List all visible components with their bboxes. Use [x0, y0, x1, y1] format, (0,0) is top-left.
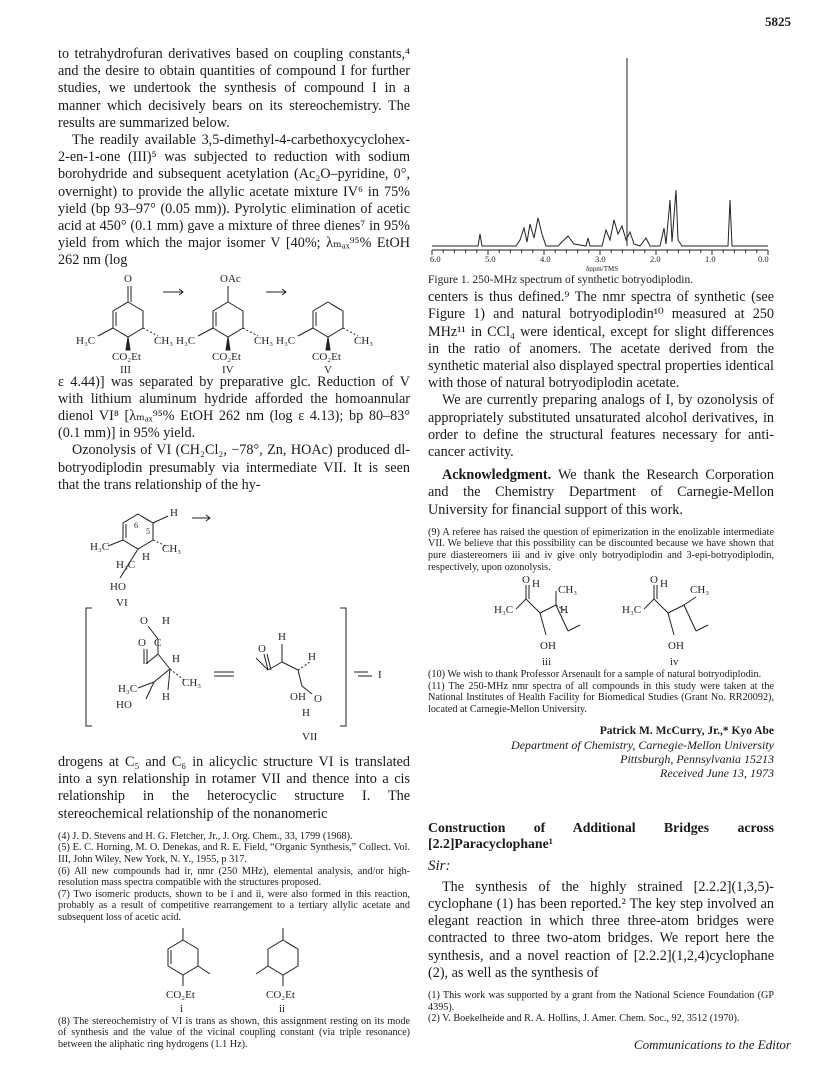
- axis-tick-label: 1.0: [705, 254, 716, 264]
- label-HO: HO: [116, 699, 132, 712]
- journal-section-footer: Communications to the Editor: [633, 1037, 791, 1052]
- label-H: H: [142, 551, 150, 564]
- axis-tick-label: 2.0: [650, 254, 661, 264]
- compound-label-i: i: [180, 1002, 184, 1015]
- paragraph: We are currently preparing analogs of I, by ozonolysis of appropriately substituted unsaturated alcohol derivatives, in order to define the structural features necessary for anti-cancer activity.: [428, 392, 774, 461]
- axis-tick-label: 3.0: [595, 254, 606, 264]
- scheme-iii-iv-v: [58, 270, 410, 374]
- right-column: [428, 50, 774, 1025]
- paragraph: drogens at C₅ and C₆ in alicyclic structure VI is translated into a syn relationship in rotamer VII and thence into a cis relationship in the heterocyclic structure I. The stereochemical relationship of the nonanomeric: [58, 754, 410, 822]
- label-H3C: H₃C: [276, 334, 296, 347]
- structures-i-ii: [58, 924, 410, 1016]
- label-OH: OH: [290, 691, 306, 704]
- axis-tick-label: 6.0: [430, 254, 441, 264]
- footnote: (4) J. D. Stevens and H. G. Fletcher, Jr., J. Org. Chem., 33, 1799 (1968).: [58, 830, 353, 842]
- label-H3C: H₃C: [494, 604, 514, 617]
- label-H3C: H₃C: [118, 683, 138, 696]
- label-CH3: CH₃: [182, 677, 202, 690]
- label-H: H: [162, 615, 170, 628]
- footnote: (10) We wish to thank Professor Arsenault for a sample of natural botryodiplodin.: [428, 669, 762, 681]
- compound-label-IV: IV: [222, 363, 234, 374]
- label-H: H: [560, 604, 568, 617]
- label-CH3: CH₃: [154, 334, 174, 347]
- acknowledgment-heading: Acknowledgment.: [442, 467, 552, 484]
- label-O: O: [314, 693, 322, 706]
- label-O: O: [140, 615, 148, 628]
- label-CO2Et: CO₂Et: [266, 988, 295, 1001]
- author-signature: [428, 724, 774, 780]
- label-CH3: CH₃: [354, 334, 374, 347]
- label-H: H: [302, 707, 310, 720]
- axis-tick-label: 5.0: [485, 254, 496, 264]
- label-O: O: [650, 574, 658, 587]
- footnotes: [58, 831, 410, 924]
- label-H3C: H₃C: [116, 559, 136, 572]
- left-column: [58, 46, 410, 1050]
- department: Department of Chemistry, Carnegie-Mellon University: [511, 737, 774, 752]
- acknowledgment-text: We thank the Research Corporation and the Chemistry Department of Carnegie-Mellon University for financial support of this work.: [428, 467, 774, 518]
- label-H: H: [278, 631, 286, 644]
- label-CH3: CH₃: [690, 584, 710, 597]
- label-CH3: CH₃: [558, 584, 578, 597]
- figure-caption: Figure 1. 250-MHz spectrum of synthetic botryodiplodin.: [428, 274, 694, 286]
- label-HO: HO: [110, 581, 126, 594]
- footnote: (1) This work was supported by a grant from the National Science Foundation (GP 4395).: [428, 990, 774, 1013]
- label-H: H: [308, 651, 316, 664]
- axis-tick-label: 4.0: [540, 254, 551, 264]
- footnote: (8) The stereochemistry of VI is trans as shown, this assignment resting on its mode of synthesis and the value of the vicinal coupling constant (via triple resonance) between the aliphatic ring hydrogens (1.1 Hz).: [58, 1015, 410, 1050]
- footnote: (5) E. C. Horning, M. O. Denekas, and R. E. Field, “Organic Synthesis,” Collect. Vol. III, John Wiley, New York, N. Y., 1955, p 317.: [58, 842, 410, 866]
- acknowledgment: [428, 467, 774, 519]
- label-H3C: H₃C: [90, 541, 110, 554]
- axis-tick-label: 0.0: [758, 254, 769, 264]
- label-H: H: [660, 578, 668, 591]
- structures-iii-iv: [428, 573, 774, 669]
- label-O: O: [522, 574, 530, 587]
- footnote: (6) All new compounds had ir, nmr (250 MHz), elemental analysis, and/or high-resolution mass spectra compatible with the structures proposed.: [58, 865, 410, 889]
- paragraph: to tetrahydrofuran derivatives based on coupling constants,⁴ and the desire to obtain quantities of compound I for further studies, we undertook the synthesis of compound I in a manner which decisively bears on its stereochemistry. The results are summarized below.: [58, 46, 410, 131]
- compound-label-I: I: [378, 669, 382, 682]
- compound-label-VII: VII: [302, 731, 318, 744]
- label-OAc: OAc: [220, 272, 241, 285]
- label-OH: OH: [540, 640, 556, 653]
- label-O: O: [138, 637, 146, 650]
- paragraph: centers is thus defined.⁹ The nmr spectra of synthetic (see Figure 1) and natural botryodiplodin¹⁰ measured at 250 MHz¹¹ in CCl₄ were identical, except for slight differences in the ratio of anomers. The acetate derived from the synthetic material also displayed spectral properties identical with those of natural botryodiplodin acetate.: [428, 289, 774, 392]
- paragraph: The readily available 3,5-dimethyl-4-carbethoxycyclohex-2-en-1-one (III)⁵ was subjected to reduction with sodium borohydride and subsequent acetylation (Ac₂O–pyridine, 0°, overnight) to provide the allylic acetate mixture IV⁶ in 75% yield (bp 93–97° (0.05 mm)). Pyrolytic elimination of acetic acid at 450° (0.1 mm) gave a mixture of three dienes⁷ in 95% yield from which the major isomer V [40%; λₘₐₓ⁹⁵% EtOH 262 nm (log: [58, 132, 410, 269]
- received-date: Received June 13, 1973: [660, 765, 774, 780]
- scheme-vi-vii: [58, 494, 410, 754]
- compound-label-iv: iv: [670, 656, 679, 669]
- label-CO2Et: CO₂Et: [212, 350, 241, 363]
- footnote: (11) The 250-MHz nmr spectra of all compounds in this study were taken at the National Institutes of Health Facility for Biomedical Studies (Grant No. RR20092), located at Carnegie-Mellon University.: [428, 680, 774, 715]
- paragraph: Ozonolysis of VI (CH₂Cl₂, −78°, Zn, HOAc) produced dl-botryodiplodin presumably via intermediate VII. It is seen that the trans relationship of the hy-: [58, 442, 410, 493]
- label-n5: 5: [146, 527, 150, 537]
- footnote: (2) V. Boekelheide and R. A. Hollins, J. Amer. Chem. Soc., 92, 3512 (1970).: [428, 1013, 740, 1025]
- compound-label-iii: iii: [542, 656, 552, 669]
- compound-label-III: III: [120, 363, 131, 374]
- paragraph: ε 4.44)] was separated by preparative glc. Reduction of V with lithium aluminum hydride afforded the homoannular dienol VI⁸ [λₘₐₓ⁹⁵% EtOH 262 nm (log ε 4.13); bp 80–83° (0.1 mm)] in 95% yield.: [58, 373, 410, 442]
- label-O: O: [124, 272, 132, 285]
- compound-label-ii: ii: [279, 1002, 286, 1015]
- label-H: H: [532, 578, 540, 591]
- label-CH3: CH₃: [254, 334, 274, 347]
- label-OH: OH: [668, 640, 684, 653]
- label-O: O: [258, 643, 266, 656]
- label-H3C: H₃C: [176, 334, 196, 347]
- salutation: Sir:: [428, 857, 451, 874]
- location: Pittsburgh, Pennsylvania 15213: [620, 751, 774, 766]
- references: [428, 990, 774, 1025]
- nmr-spectrum-figure: [428, 50, 774, 272]
- paragraph: The synthesis of the highly strained [2.2.2](1,3,5)-cyclophane (1) has been reported.² The key step involved an elegant reaction in which three three-atom bridges were contracted to three two-atom bridges. We report here the synthesis, and a novel reaction of [2.2.2](1,2,4)cyclophane (2), as well as the synthesis of: [428, 878, 774, 981]
- label-CO2Et: CO₂Et: [112, 350, 141, 363]
- axis-label: δppm/TMS: [586, 265, 619, 272]
- label-n6: 6: [134, 521, 138, 531]
- label-C: C: [154, 637, 162, 650]
- footnote: (7) Two isomeric products, shown to be i and ii, were also formed in this reaction, probably as a result of competitive rearrangement to a tertiary allylic acetate and subsequent loss of acetic acid.: [58, 888, 410, 924]
- label-H: H: [170, 507, 178, 520]
- label-CO2Et: CO₂Et: [312, 350, 341, 363]
- authors: Patrick M. McCurry, Jr.,* Kyo Abe: [599, 724, 774, 737]
- label-H: H: [172, 653, 180, 666]
- label-CH3: CH₃: [162, 543, 182, 556]
- compound-label-VI: VI: [116, 597, 128, 610]
- label-H3C: H₃C: [622, 604, 642, 617]
- page-number: 5825: [765, 14, 791, 29]
- compound-label-V: V: [324, 363, 332, 374]
- footnote: (9) A referee has raised the question of epimerization in the enolizable intermediate VII. We believe that this possibility can be discounted because we have shown that pure diastereomers iii and iv give only botryodiplodin and 3-epi-botryodiplodin, respectively, upon ozonolysis.: [428, 526, 774, 573]
- label-H3C: H₃C: [76, 334, 96, 347]
- label-CO2Et: CO₂Et: [166, 988, 195, 1001]
- label-H: H: [162, 691, 170, 704]
- article-title: Construction of Additional Bridges across [2.2]Paracyclophane¹: [428, 819, 774, 851]
